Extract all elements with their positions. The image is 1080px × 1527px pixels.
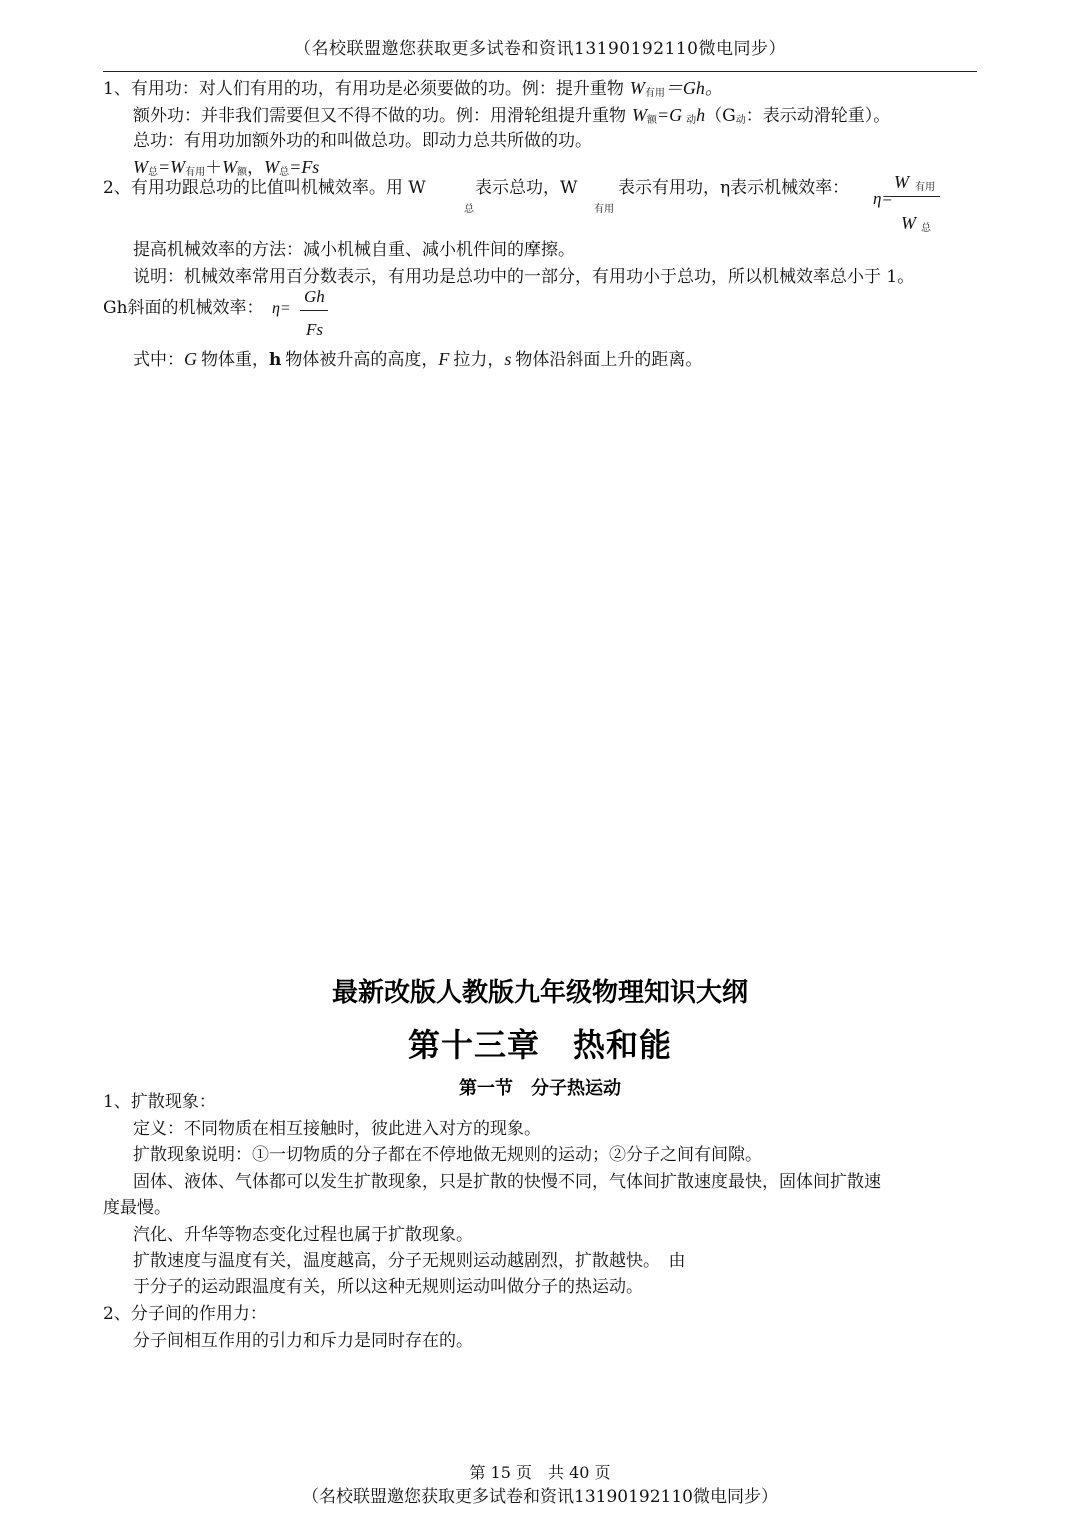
diffusion-definition: 定义：不同物质在相互接触时，彼此进入对方的现象。 (133, 1119, 541, 1139)
sub-total: 总 (148, 167, 158, 178)
section-title: 第一节 分子热运动 (459, 1078, 621, 1099)
extra-work-text: 额外功：并非我们需要但又不得不做的功。例：用滑轮组提升重物 (133, 106, 626, 126)
efficiency-denominator (901, 213, 931, 234)
diffusion-phase-change: 汽化、升华等物态变化过程也属于扩散现象。 (133, 1225, 473, 1245)
efficiency-note-line: 说明：机械效率常用百分数表示，有用功是总功中的一部分，有用功小于总功，所以机械效率总小于 1。 (133, 267, 915, 287)
fs-symbol: Fs (301, 157, 320, 177)
sub-extra: 额 (237, 167, 248, 178)
note-text: 物体重， (201, 350, 269, 370)
fraction-bar (300, 310, 328, 311)
efficiency-text-b: 表示总功，W (475, 178, 578, 198)
plus: ＋ (205, 158, 223, 178)
g-symbol: G (669, 105, 683, 125)
comma: ， (247, 158, 265, 178)
sub-total-below: 总 (464, 204, 474, 215)
item-number: 2、 (103, 178, 131, 198)
useful-work-formula: ＝Gh。 (664, 78, 723, 98)
incline-variables-line (133, 349, 702, 370)
sub-useful-below: 有用 (594, 204, 614, 215)
diffusion-explanation: 扩散现象说明：①一切物质的分子都在不停地做无规则的运动；②分子之间有间隙。 (133, 1145, 762, 1165)
extra-work-note-a: （G (705, 106, 736, 126)
g-symbol: G (184, 349, 197, 369)
page-number: 第 15 页 共 40 页 (469, 1463, 611, 1482)
efficiency-improve-line: 提高机械效率的方法：减小机械自重、减小机件间的摩擦。 (133, 240, 575, 260)
sub-useful: 有用 (915, 182, 935, 193)
item-number: Gh (103, 298, 128, 318)
sub-total: 总 (279, 167, 290, 178)
w-symbol: W (133, 157, 148, 177)
incline-efficiency-label: 斜面的机械效率： (127, 298, 264, 318)
document-title: 最新改版人教版九年级物理知识大纲 (331, 978, 748, 1008)
sub-extra: 额 (647, 115, 657, 126)
incline-denominator: Fs (306, 320, 323, 339)
molecular-force-text: 分子间相互作用的引力和斥力是同时存在的。 (133, 1331, 473, 1351)
eta-symbol: η= (873, 189, 893, 208)
sub-useful: 有用 (185, 167, 206, 178)
f-symbol: F (438, 349, 450, 369)
w-symbol: W (894, 172, 909, 192)
efficiency-definition-line (103, 178, 426, 198)
note-text: 物体被升高的高度， (285, 350, 439, 370)
useful-work-line (103, 78, 723, 104)
s-symbol: s (504, 349, 512, 369)
w-symbol: W (170, 157, 186, 177)
sub-moving: 动 (686, 115, 697, 126)
chapter-title: 第十三章 热和能 (407, 1026, 672, 1064)
diffusion-states-a: 固体、液体、气体都可以发生扩散现象，只是扩散的快慢不同，气体间扩散速度最快，固体间扩散速 (133, 1172, 881, 1192)
sub-useful: 有用 (644, 88, 665, 99)
equals: = (289, 157, 302, 177)
h-symbol: h (696, 105, 706, 125)
fraction-bar (890, 196, 940, 197)
header-rule (103, 71, 977, 72)
w-symbol: W (264, 157, 280, 177)
efficiency-text-a: 有用功跟总功的比值叫机械效率。用 W (130, 178, 426, 198)
page-header: （名校联盟邀您获取更多试卷和资讯13190192110微电同步） (294, 39, 786, 59)
efficiency-text-c: 表示有用功，η表示机械效率： (618, 178, 850, 198)
sub-total: 总 (921, 223, 931, 234)
diffusion-states-b: 度最慢。 (103, 1198, 171, 1218)
molecular-force-heading: 2、分子间的作用力： (103, 1304, 267, 1324)
diffusion-heading: 1、扩散现象： (103, 1092, 216, 1112)
note-text: 物体沿斜面上升的距离。 (515, 350, 703, 370)
w-symbol: W (901, 213, 916, 233)
incline-numerator: Gh (304, 287, 325, 306)
extra-work-line (133, 105, 890, 131)
note-text: 式中： (133, 350, 184, 370)
extra-work-note-b: ：表示动滑轮重）。 (745, 106, 891, 126)
h-symbol: h (269, 350, 282, 370)
w-symbol: W (629, 78, 645, 98)
equals: = (657, 105, 670, 125)
sub-moving: 动 (735, 115, 746, 126)
page-footer: （名校联盟邀您获取更多试卷和资讯13190192110微电同步） (302, 1487, 778, 1507)
incline-efficiency-line (103, 298, 264, 318)
diffusion-temperature-a: 扩散速度与温度有关，温度越高，分子无规则运动越剧烈，扩散越快。 由 (133, 1251, 686, 1271)
item-number: 1、 (103, 79, 131, 99)
w-symbol: W (632, 105, 647, 125)
note-text: 拉力， (453, 350, 505, 370)
w-symbol: W (222, 157, 238, 177)
eta-symbol: η= (272, 300, 291, 317)
equals: = (158, 157, 171, 177)
total-work-line: 总功：有用功加额外功的和叫做总功。即动力总共所做的功。 (133, 131, 592, 151)
efficiency-numerator (894, 172, 935, 193)
diffusion-temperature-b: 于分子的运动跟温度有关，所以这种无规则运动叫做分子的热运动。 (133, 1277, 643, 1297)
useful-work-text: 有用功：对人们有用的功，有用功是必须要做的功。例：提升重物 (130, 79, 624, 99)
